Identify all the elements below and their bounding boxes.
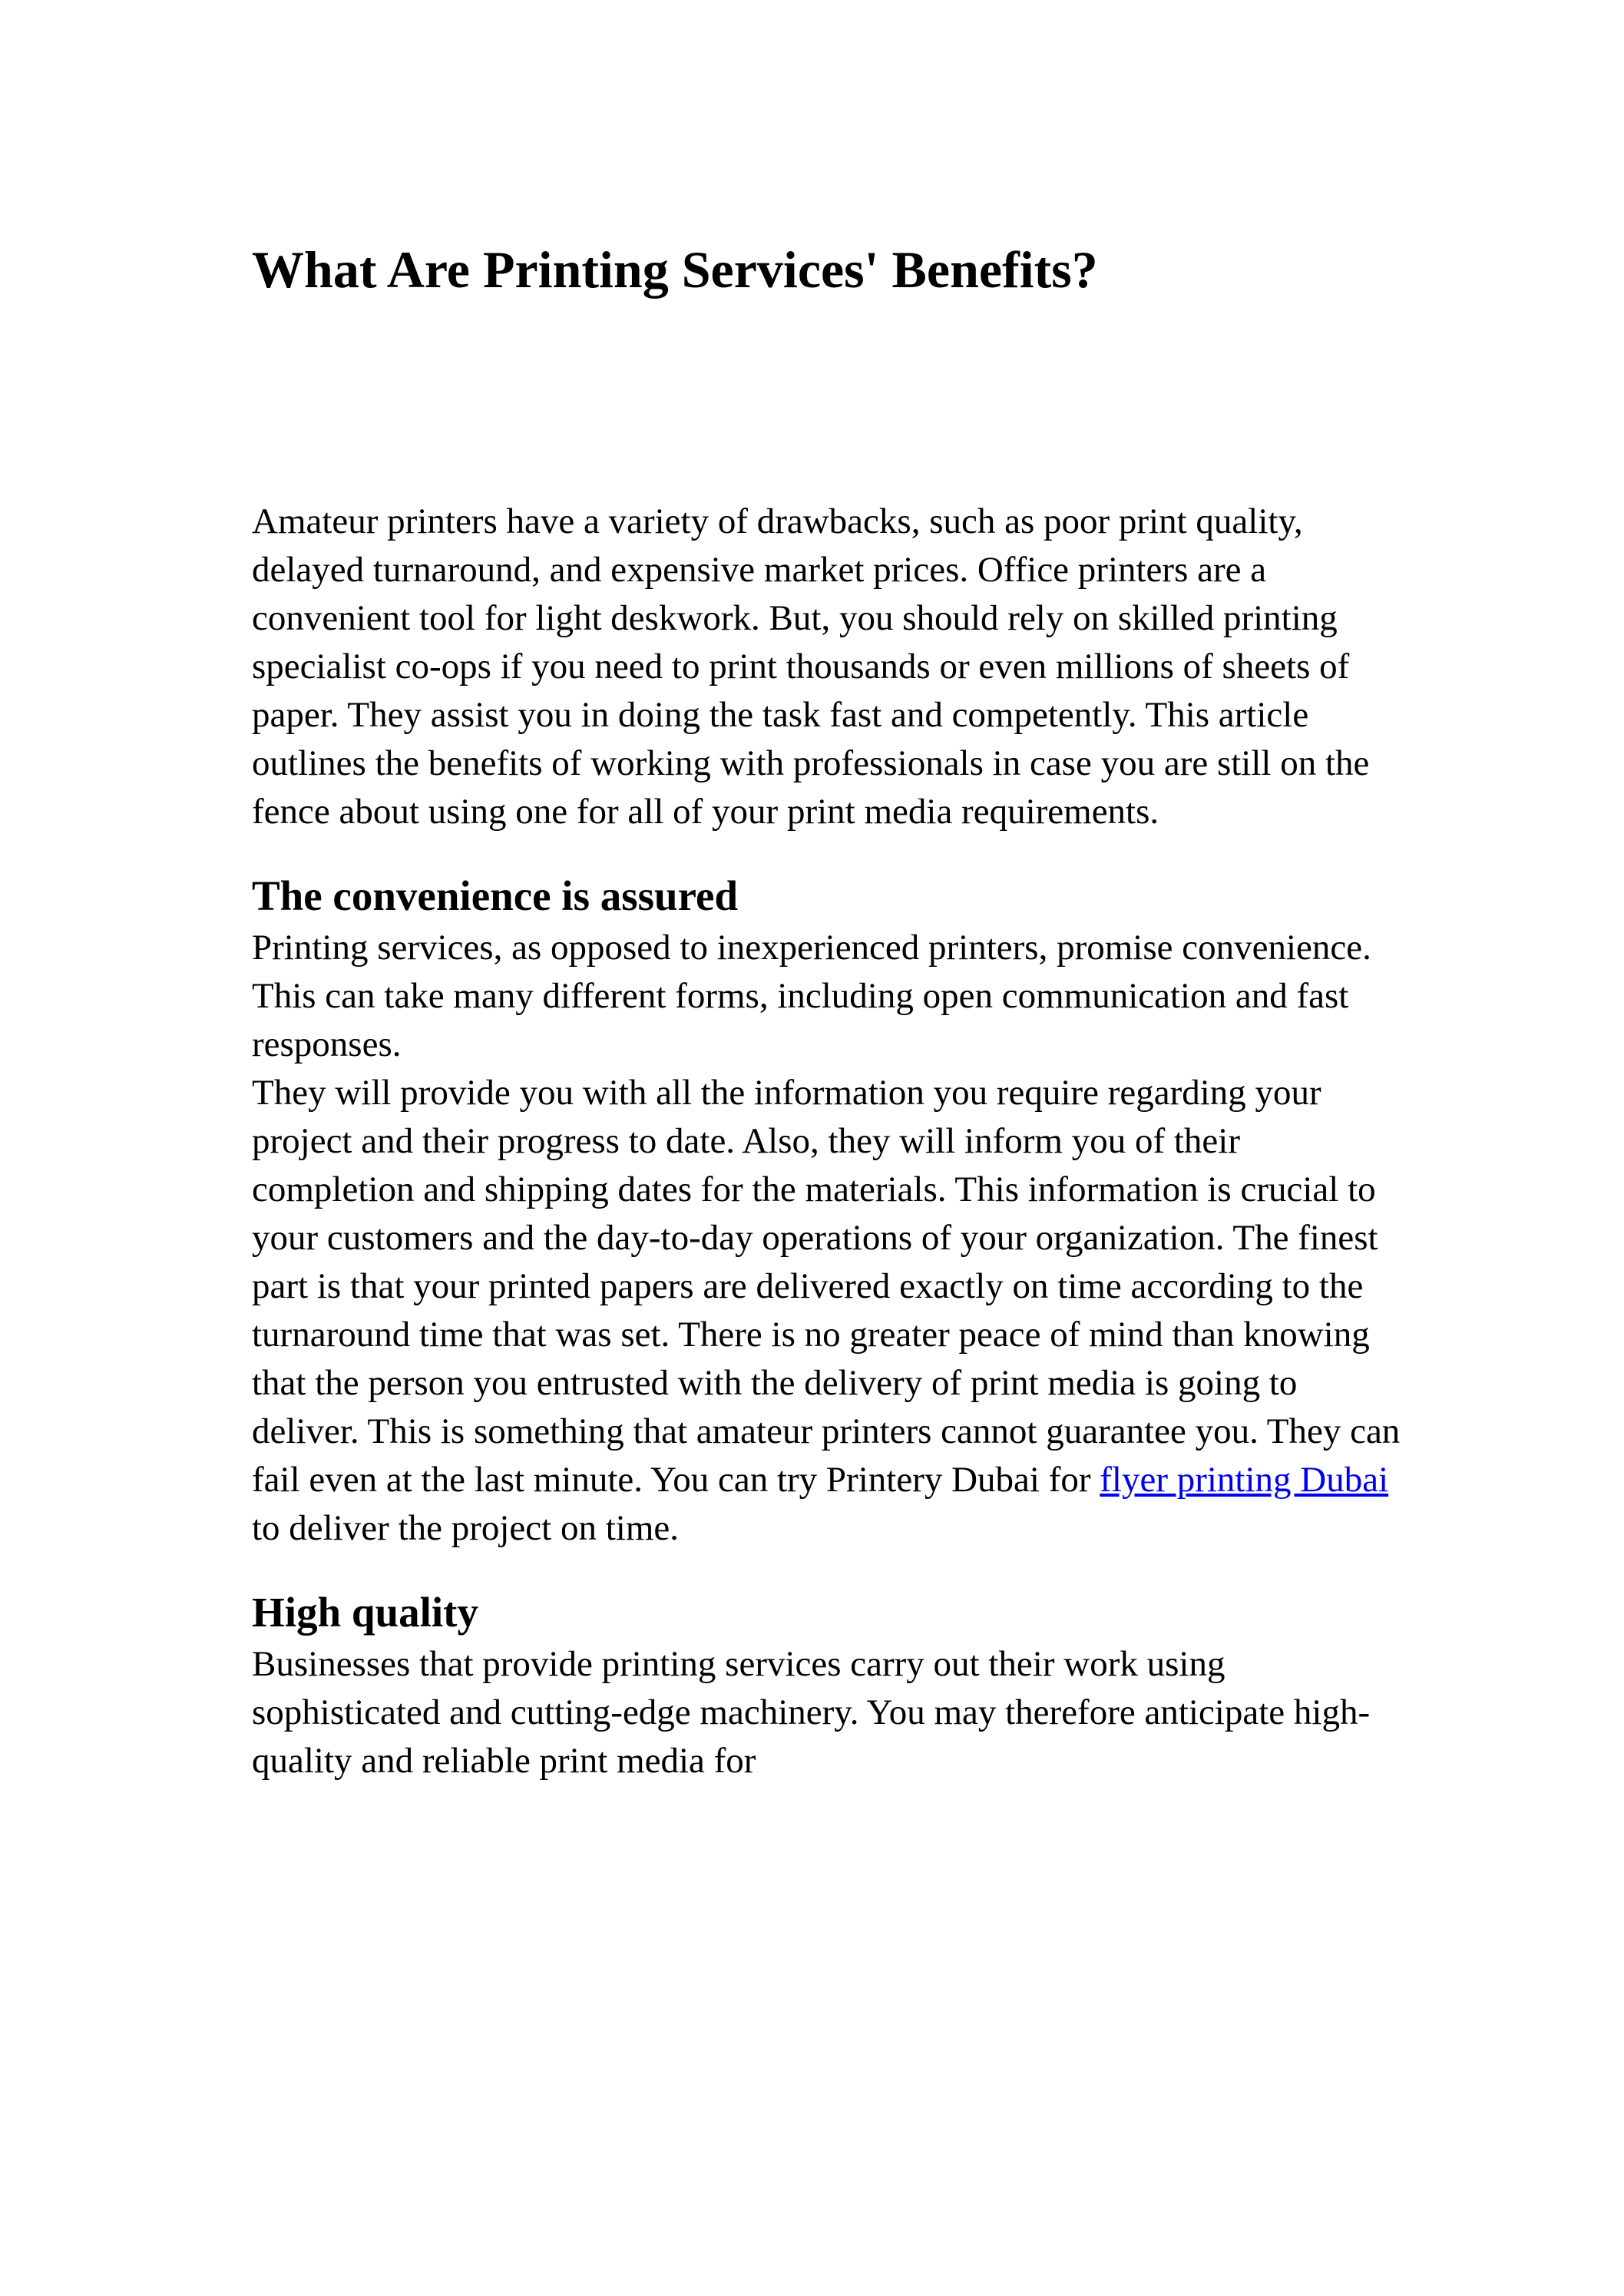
high-quality-paragraph-1: Businesses that provide printing services carry out their work using sophisticated and cutting-edge machinery. You may therefore anticipate high-quality and reliable print media for: [252, 1644, 1371, 1781]
paragraph-text-before-link: They will provide you with all the information you require regarding your project and their progress to date. Also, they will inform you of their completion and shipping dates for the materials. This information is crucial to your customers and the day-to-day operations of your organization. The finest part is that your printed papers are delivered exactly on time according to the turnaround time that was set. There is no greater peace of mind than knowing that the person you entrusted with the delivery of print media is going to deliver. This is something that amateur printers cannot guarantee you. They can fail even at the last minute. You can try Printery Dubai for: [252, 1073, 1401, 1500]
section-heading-convenience: The convenience is assured: [252, 872, 739, 919]
flyer-printing-dubai-link[interactable]: flyer printing Dubai: [1100, 1460, 1389, 1500]
intro-paragraph: Amateur printers have a variety of drawbacks, such as poor print quality, delayed turnaround, and expensive market prices. Office printers are a convenient tool for light deskwork. But, you should rely on skilled printing specialist co-ops if you need to print thousands or even millions of sheets of paper. They assist you in doing the task fast and competently. This article outlines the benefits of working with professionals in case you are still on the fence about using one for all of your print media requirements.: [252, 501, 1370, 832]
convenience-paragraph-1: Printing services, as opposed to inexperienced printers, promise convenience. This can take many different forms, including open communication and fast responses.: [252, 928, 1371, 1064]
section-heading-high-quality: High quality: [252, 1589, 478, 1636]
paragraph-text-after-link: to deliver the project on time.: [252, 1508, 679, 1548]
convenience-paragraph-2: [252, 1069, 1401, 1553]
document-title: What Are Printing Services' Benefits?: [252, 240, 1098, 299]
